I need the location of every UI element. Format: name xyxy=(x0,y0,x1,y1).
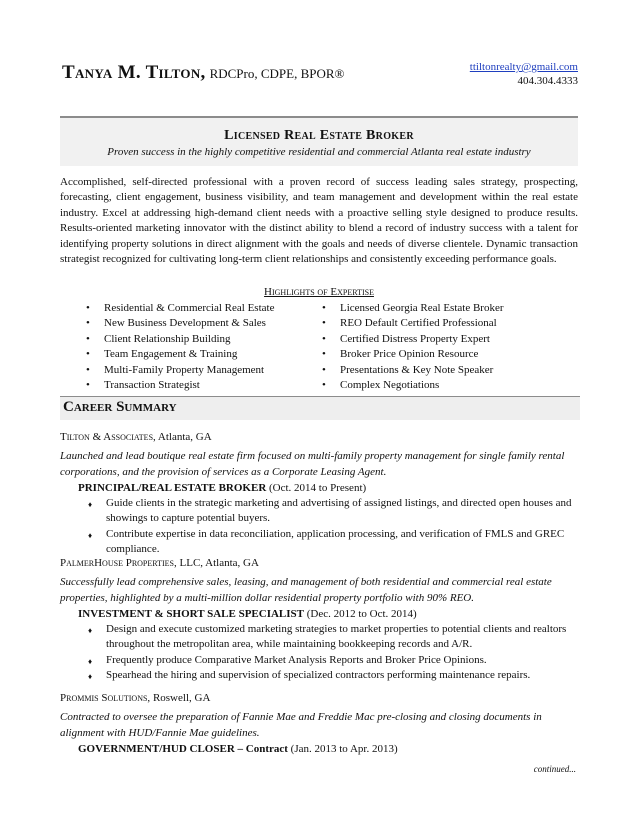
contact-block xyxy=(470,60,578,88)
expertise-item: • REO Default Certified Professional xyxy=(340,316,504,331)
role-line xyxy=(78,481,580,496)
expertise-item: • Multi-Family Property Management xyxy=(104,363,274,378)
expertise-item: • New Business Development & Sales xyxy=(104,316,274,331)
company-name: Prommis Solutions, xyxy=(60,692,151,704)
duty-item: ♦ Frequently produce Comparative Market Analysis Reports and Broker Price Opinions. xyxy=(106,653,580,668)
job-description: Contracted to oversee the preparation of Fannie Mae and Freddie Mac pre-closing and closing documents in alignment with HUD/Fannie Mae guidelines. xyxy=(60,711,542,739)
expertise-item: • Broker Price Opinion Resource xyxy=(340,347,504,362)
expertise-heading: Highlights of Expertise xyxy=(264,286,374,298)
duty-item: ♦ Contribute expertise in data reconciliation, application processing, and verification of FMLS and GREC compliance. xyxy=(106,527,580,558)
role-dates: (Dec. 2012 to Oct. 2014) xyxy=(306,608,417,620)
expertise-list-right xyxy=(340,301,504,393)
expertise-list-left xyxy=(104,301,274,393)
job-description: Successfully lead comprehensive sales, leasing, and management of both residential and commercial real estate properties, highlighted by a multi-million dollar residential property portfolio with 90% REO. xyxy=(60,576,552,604)
expertise-item: • Presentations & Key Note Speaker xyxy=(340,363,504,378)
company-line xyxy=(60,556,580,571)
role-line xyxy=(78,607,580,622)
expertise-item: • Certified Distress Property Expert xyxy=(340,332,504,347)
header-name-line xyxy=(62,62,344,84)
company-line xyxy=(60,691,580,706)
company-location: LLC, Atlanta, GA xyxy=(179,557,259,569)
email-link[interactable]: ttiltonrealty@gmail.com xyxy=(469,61,578,73)
duty-list xyxy=(60,496,580,558)
career-summary-bar xyxy=(60,396,580,420)
expertise-item: • Licensed Georgia Real Estate Broker xyxy=(340,301,504,316)
continued-note: continued... xyxy=(533,764,576,774)
company-location: Roswell, GA xyxy=(152,692,211,704)
professional-tagline: Proven success in the highly competitive residential and commercial Atlanta real estate industry xyxy=(107,146,531,158)
role-dates: (Oct. 2014 to Present) xyxy=(269,482,367,494)
duty-item: ♦ Spearhead the hiring and supervision of specialized contractors performing maintenance repairs. xyxy=(106,668,580,683)
expertise-item: • Complex Negotiations xyxy=(340,378,504,393)
expertise-item: • Team Engagement & Training xyxy=(104,347,274,362)
role-line xyxy=(78,742,580,757)
title-box xyxy=(60,116,578,166)
duty-item: ♦ Guide clients in the strategic marketing and advertising of assigned listings, and directed open houses and showings to capture potential buyers. xyxy=(106,496,580,527)
candidate-credentials: RDCPro, CDPE, BPOR® xyxy=(209,66,345,81)
expertise-item: • Residential & Commercial Real Estate xyxy=(104,301,274,316)
candidate-name: Tanya M. Tilton, xyxy=(62,62,206,83)
job-entry xyxy=(60,430,580,558)
duty-list xyxy=(60,622,580,684)
phone-number: 404.304.4333 xyxy=(517,75,578,87)
role-dates: (Jan. 2013 to Apr. 2013) xyxy=(290,743,398,755)
company-name: PalmerHouse Properties, xyxy=(60,557,177,569)
expertise-item: • Transaction Strategist xyxy=(104,378,274,393)
career-summary-heading: Career Summary xyxy=(63,399,177,415)
role-title: INVESTMENT & SHORT SALE SPECIALIST xyxy=(78,608,304,620)
company-location: Atlanta, GA xyxy=(157,431,212,443)
expertise-item: • Client Relationship Building xyxy=(104,332,274,347)
duty-item: ♦ Design and execute customized marketing strategies to market properties to potential clients and realtors throughout the metropolitan area, while maintaining bookkeeping records and A/R. xyxy=(106,622,580,653)
company-line xyxy=(60,430,580,445)
job-entry xyxy=(60,556,580,684)
company-name: Tilton & Associates, xyxy=(60,431,156,443)
role-title: GOVERNMENT/HUD CLOSER – Contract xyxy=(78,743,288,755)
professional-title: Licensed Real Estate Broker xyxy=(224,128,414,143)
job-description: Launched and lead boutique real estate firm focused on multi-family property management for single family rental corporations, and the provision of services as a Corporate Leasing Agent. xyxy=(60,450,565,478)
role-title: PRINCIPAL/REAL ESTATE BROKER xyxy=(78,482,267,494)
summary-paragraph: Accomplished, self-directed professional with a proven record of success leading sales strategy, prospecting, forecasting, client engagement, business visibility, and team management and development within the real estate industry. Excel at addressing high-demand client needs with a proactive selling style designed to produce results. Results-oriented marketing innovator with the distinct ability to blend a record of industry success with a talent for identifying property solutions in direct alignment with the goals and needs of diverse clientele. Dynamic transaction strategist recognized for cultivating long-term client relationships and consistently exceeding performance goals. xyxy=(60,176,578,266)
job-entry xyxy=(60,691,580,757)
